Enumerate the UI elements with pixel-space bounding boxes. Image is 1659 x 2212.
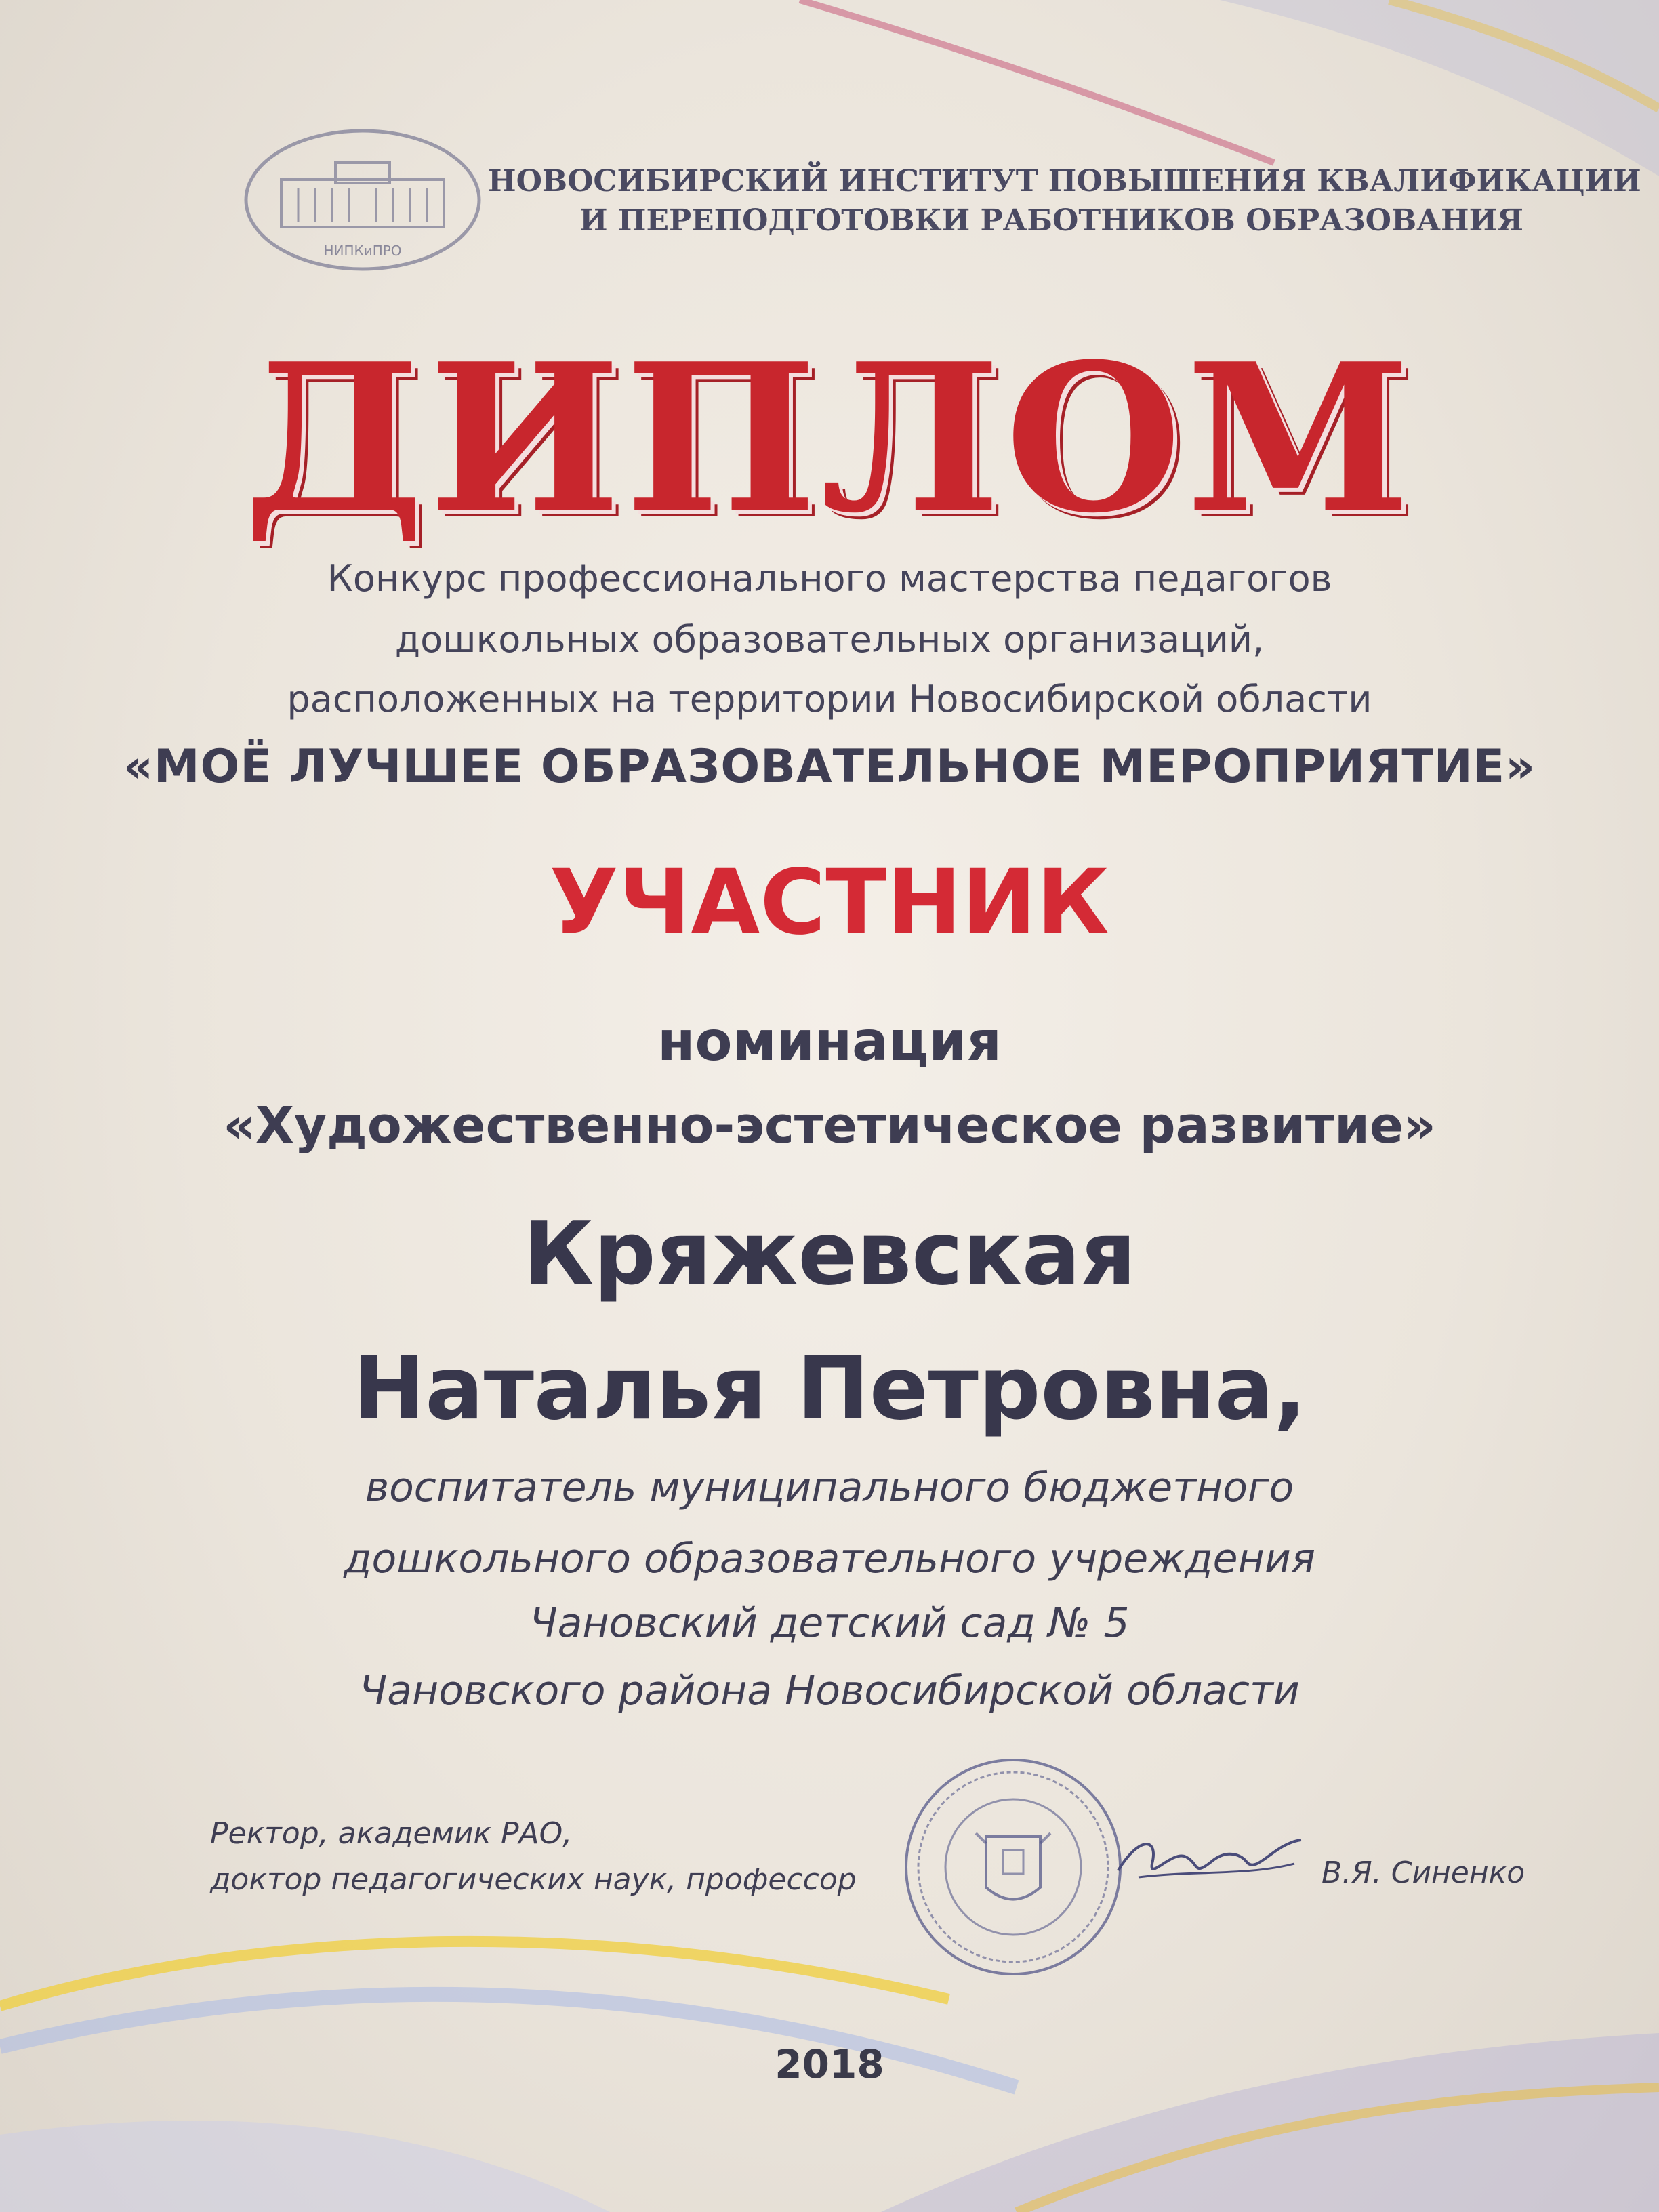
svg-text:НИПКиПРО: НИПКиПРО bbox=[323, 243, 402, 259]
signatory-name: В.Я. Синенко bbox=[1322, 1856, 1525, 1890]
signatory-title-line1: Ректор, академик РАО, bbox=[210, 1816, 573, 1851]
nomination-value: «Художественно-эстетическое развитие» bbox=[223, 1097, 1436, 1155]
position-line-3: Чановский детский сад № 5 bbox=[529, 1599, 1130, 1647]
institute-logo bbox=[241, 125, 485, 274]
contest-line-2: дошкольных образовательных организаций, bbox=[394, 618, 1265, 661]
contest-line-3: расположенных на территории Новосибирской области bbox=[287, 678, 1372, 720]
institute-name-line1: НОВОСИБИРСКИЙ ИНСТИТУТ ПОВЫШЕНИЯ КВАЛИФИКАЦИИ bbox=[488, 164, 1641, 199]
award-role: УЧАСТНИК bbox=[549, 851, 1110, 955]
recipient-given-name: Наталья Петровна, bbox=[352, 1338, 1307, 1439]
recipient-surname: Кряжевская bbox=[523, 1204, 1136, 1305]
signatory-title-line2: доктор педагогических наук, профессор bbox=[210, 1862, 857, 1897]
official-stamp-icon bbox=[901, 1755, 1125, 1979]
position-line-4: Чановского района Новосибирской области bbox=[359, 1667, 1300, 1715]
contest-name: «МОЁ ЛУЧШЕЕ ОБРАЗОВАТЕЛЬНОЕ МЕРОПРИЯТИЕ» bbox=[123, 740, 1536, 794]
diploma-title: ДИПЛОМ bbox=[243, 319, 1416, 558]
position-line-2: дошкольного образовательного учреждения bbox=[344, 1535, 1315, 1582]
institute-name-line2: И ПЕРЕПОДГОТОВКИ РАБОТНИКОВ ОБРАЗОВАНИЯ bbox=[579, 203, 1523, 238]
position-line-1: воспитатель муниципального бюджетного bbox=[365, 1464, 1294, 1511]
handwritten-signature bbox=[1111, 1823, 1308, 1898]
year: 2018 bbox=[775, 2041, 884, 2087]
contest-line-1: Конкурс профессионального мастерства педагогов bbox=[327, 557, 1332, 600]
nomination-label: номинация bbox=[657, 1010, 1002, 1073]
